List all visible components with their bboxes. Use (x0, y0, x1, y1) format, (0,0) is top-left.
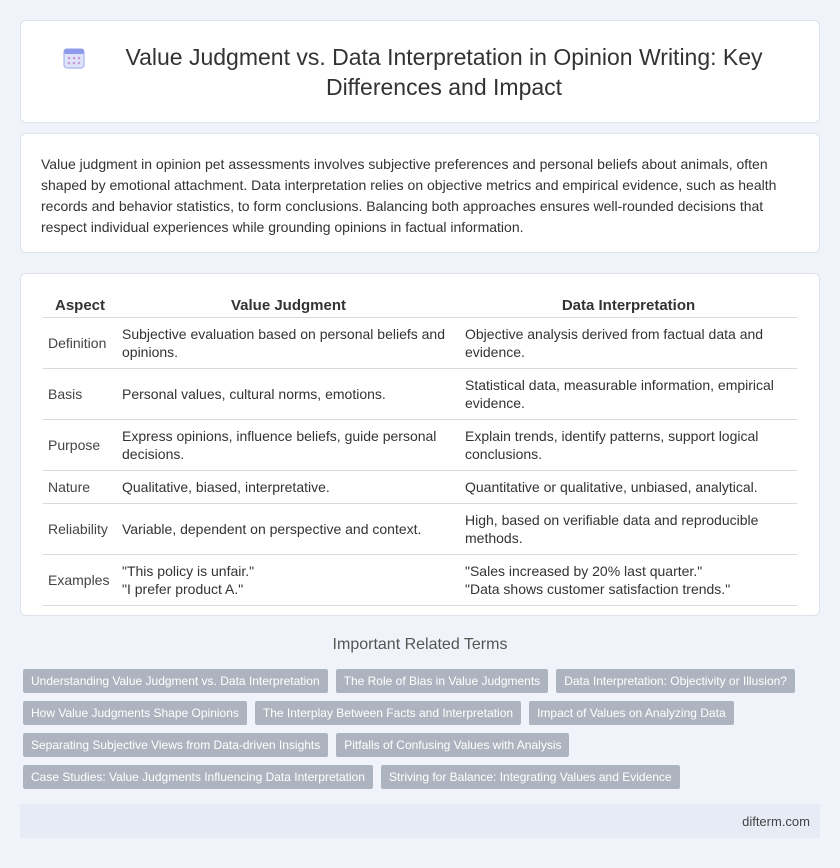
tag-row (23, 733, 823, 757)
row-value-judgment: Variable, dependent on perspective and context. (117, 504, 460, 555)
row-aspect: Purpose (43, 420, 117, 471)
row-aspect: Reliability (43, 504, 117, 555)
row-aspect: Examples (43, 555, 117, 606)
related-term-tag[interactable]: Data Interpretation: Objectivity or Illusion? (556, 669, 795, 693)
row-data-interpretation: "Sales increased by 20% last quarter." "Data shows customer satisfaction trends." (460, 555, 797, 606)
page-title: Value Judgment vs. Data Interpretation in Opinion Writing: Key Differences and Impact (125, 43, 763, 100)
row-value-judgment: Qualitative, biased, interpretative. (117, 471, 460, 504)
table-row (43, 420, 797, 471)
row-aspect: Nature (43, 471, 117, 504)
column-header-aspect: Aspect (43, 294, 117, 318)
related-term-tag[interactable]: Separating Subjective Views from Data-driven Insights (23, 733, 328, 757)
table-row (43, 504, 797, 555)
table-row (43, 555, 797, 606)
footer (20, 804, 820, 838)
calendar-icon (61, 45, 87, 71)
header-card (20, 20, 820, 123)
related-term-tag[interactable]: The Role of Bias in Value Judgments (336, 669, 549, 693)
row-value-judgment: Subjective evaluation based on personal beliefs and opinions. (117, 318, 460, 369)
row-value-judgment: Personal values, cultural norms, emotions. (117, 369, 460, 420)
comparison-table (43, 294, 797, 606)
related-terms-title: Important Related Terms (332, 636, 508, 653)
table-row (43, 318, 797, 369)
related-term-tag[interactable]: Pitfalls of Confusing Values with Analysis (336, 733, 569, 757)
row-value-judgment: Express opinions, influence beliefs, guide personal decisions. (117, 420, 460, 471)
row-aspect: Basis (43, 369, 117, 420)
tag-row (23, 669, 823, 693)
intro-paragraph: Value judgment in opinion pet assessments involves subjective preferences and personal beliefs about animals, often shaped by emotional attachment. Data interpretation relies on objective metrics and empirical evidence, such as health records and behavior statistics, to form conclusions. Balancing both approaches ensures well-rounded decisions that respect individual experiences while grounding opinions in factual information. (41, 156, 777, 235)
related-term-tag[interactable]: Understanding Value Judgment vs. Data Interpretation (23, 669, 328, 693)
row-data-interpretation: Objective analysis derived from factual data and evidence. (460, 318, 797, 369)
intro-card (20, 133, 820, 253)
table-row (43, 369, 797, 420)
row-value-judgment: "This policy is unfair." "I prefer product A." (117, 555, 460, 606)
related-terms-tags (23, 669, 823, 797)
row-data-interpretation: Statistical data, measurable information, empirical evidence. (460, 369, 797, 420)
row-data-interpretation: Quantitative or qualitative, unbiased, analytical. (460, 471, 797, 504)
row-data-interpretation: Explain trends, identify patterns, support logical conclusions. (460, 420, 797, 471)
related-term-tag[interactable]: Case Studies: Value Judgments Influencing Data Interpretation (23, 765, 373, 789)
column-header-data-interpretation: Data Interpretation (460, 294, 797, 318)
related-term-tag[interactable]: Impact of Values on Analyzing Data (529, 701, 734, 725)
footer-brand[interactable]: difterm.com (742, 813, 810, 829)
related-term-tag[interactable]: The Interplay Between Facts and Interpretation (255, 701, 521, 725)
row-data-interpretation: High, based on verifiable data and reproducible methods. (460, 504, 797, 555)
comparison-table-card (20, 273, 820, 616)
tag-row (23, 765, 823, 789)
related-term-tag[interactable]: How Value Judgments Shape Opinions (23, 701, 247, 725)
column-header-value-judgment: Value Judgment (117, 294, 460, 318)
table-header-row (43, 294, 797, 318)
tag-row (23, 701, 823, 725)
related-term-tag[interactable]: Striving for Balance: Integrating Values and Evidence (381, 765, 680, 789)
table-row (43, 471, 797, 504)
row-aspect: Definition (43, 318, 117, 369)
